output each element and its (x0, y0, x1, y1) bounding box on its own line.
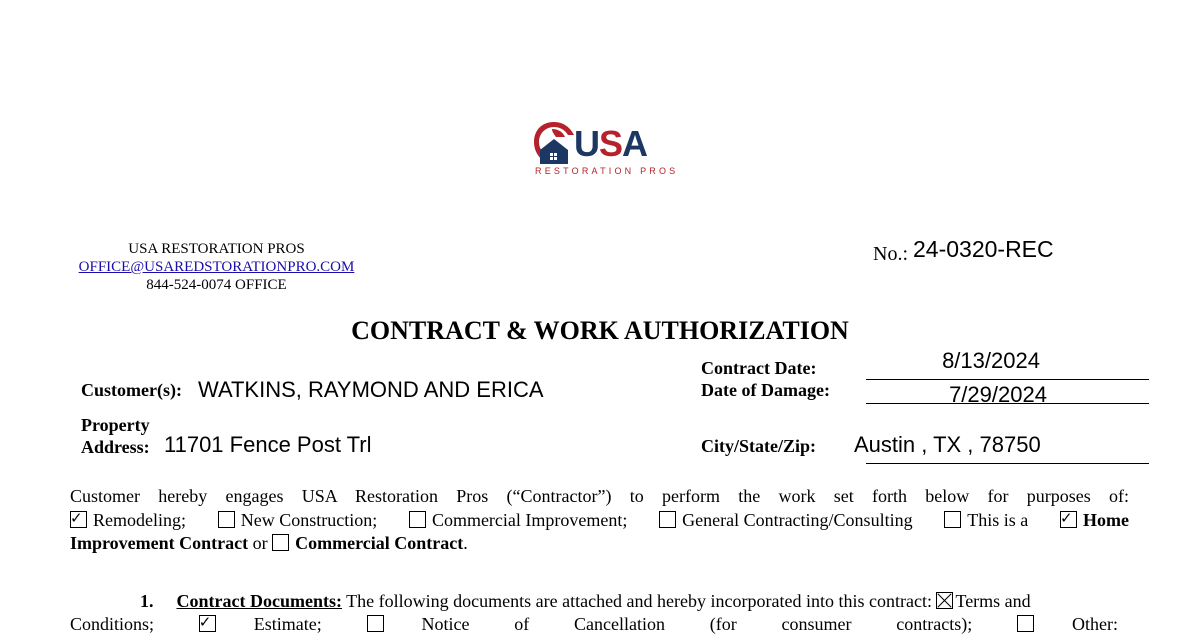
contract-number-label: No.: (873, 243, 908, 265)
or-text: or (252, 533, 268, 553)
city-state-zip-value: Austin , TX , 78750 (854, 432, 1041, 457)
logo-tagline: RESTORATION PROS (535, 166, 679, 176)
property-label-line1: Property (81, 415, 150, 435)
other-checkbox[interactable] (1017, 615, 1034, 632)
notice-label: Notice (421, 614, 470, 634)
company-email-link[interactable]: OFFICE@USAREDSTORATIONPRO.COM (78, 259, 355, 275)
contract-date-label: Contract Date: (701, 358, 817, 378)
remodeling-checkbox[interactable] (70, 511, 87, 528)
section1-text: The following documents are attached and hereby incorporated into this contract: (346, 591, 932, 611)
estimate-checkbox[interactable] (199, 615, 216, 632)
damage-date-underline (866, 403, 1149, 404)
option-remodeling[interactable] (70, 509, 186, 532)
commercial-improvement-checkbox[interactable] (409, 511, 426, 528)
estimate-option[interactable] (199, 613, 322, 636)
property-address-value: 11701 Fence Post Trl (164, 432, 372, 457)
option-home-improvement[interactable] (1060, 509, 1129, 532)
section1-line1 (140, 590, 1031, 613)
notice-option[interactable] (367, 613, 470, 636)
terms-label: Terms and (955, 591, 1031, 611)
company-email-container (60, 258, 373, 276)
page-title: CONTRACT & WORK AUTHORIZATION (351, 316, 849, 345)
city-state-zip-label: City/State/Zip: (701, 436, 816, 456)
general-contracting-checkbox[interactable] (659, 511, 676, 528)
engagement-intro: Customer hereby engages USA Restoration Pros (“Contractor”) to perform the work set forth below for purposes of: (70, 486, 1129, 506)
option-new-construction[interactable] (218, 509, 378, 532)
company-logo (530, 118, 679, 182)
option-label: New Construction; (240, 510, 378, 530)
contract-number-value: 24-0320-REC (913, 236, 1054, 262)
customer-label: Customer(s): (81, 380, 182, 400)
other-option[interactable] (1017, 613, 1118, 636)
notice-checkbox[interactable] (367, 615, 384, 632)
option-label: General Contracting/Consulting (682, 510, 913, 530)
contracts-text: contracts); (896, 614, 973, 634)
new-construction-checkbox[interactable] (218, 511, 235, 528)
property-label-line2: Address: (81, 437, 150, 457)
section1-line2 (70, 613, 1118, 636)
option-commercial-improvement[interactable] (409, 509, 627, 532)
engagement-line3 (70, 532, 468, 555)
contract-date-underline (866, 379, 1149, 380)
company-name: USA RESTORATION PROS (128, 241, 305, 257)
city-state-zip-underline (866, 463, 1149, 464)
customer-value: WATKINS, RAYMOND AND ERICA (198, 377, 544, 402)
home-improvement-checkbox[interactable] (1060, 511, 1077, 528)
eagle-house-icon (532, 120, 576, 166)
option-label: This is a (967, 510, 1029, 530)
damage-date-label: Date of Damage: (701, 380, 830, 400)
commercial-contract-label: Commercial Contract (295, 533, 464, 553)
logo-word: USA (574, 123, 648, 164)
engagement-options-row (70, 509, 1129, 532)
of-text: of (514, 614, 530, 634)
terms-checkbox[interactable] (936, 592, 953, 609)
company-phone: 844-524-0074 OFFICE (146, 277, 287, 293)
option-label: Commercial Improvement; (431, 510, 628, 530)
this-is-a-checkbox[interactable] (944, 511, 961, 528)
conditions-text: Conditions; (70, 614, 155, 634)
section1-number: 1. (140, 591, 154, 611)
home-improvement-label-a: Home (1083, 510, 1129, 530)
consumer-text: consumer (781, 614, 852, 634)
other-label: Other: (1072, 614, 1118, 634)
for-text: (for (709, 614, 737, 634)
period: . (463, 533, 468, 553)
section1-heading: Contract Documents: (176, 591, 342, 611)
damage-date-value: 7/29/2024 (949, 382, 1047, 407)
estimate-label: Estimate; (253, 614, 322, 634)
cancellation-text: Cancellation (574, 614, 666, 634)
home-improvement-label-b: Improvement Contract (70, 533, 249, 553)
option-label: Remodeling; (93, 510, 186, 530)
contract-date-value: 8/13/2024 (942, 348, 1040, 373)
commercial-contract-checkbox[interactable] (272, 534, 289, 551)
option-general-contracting[interactable] (659, 509, 912, 532)
option-this-is-a[interactable] (944, 509, 1028, 532)
